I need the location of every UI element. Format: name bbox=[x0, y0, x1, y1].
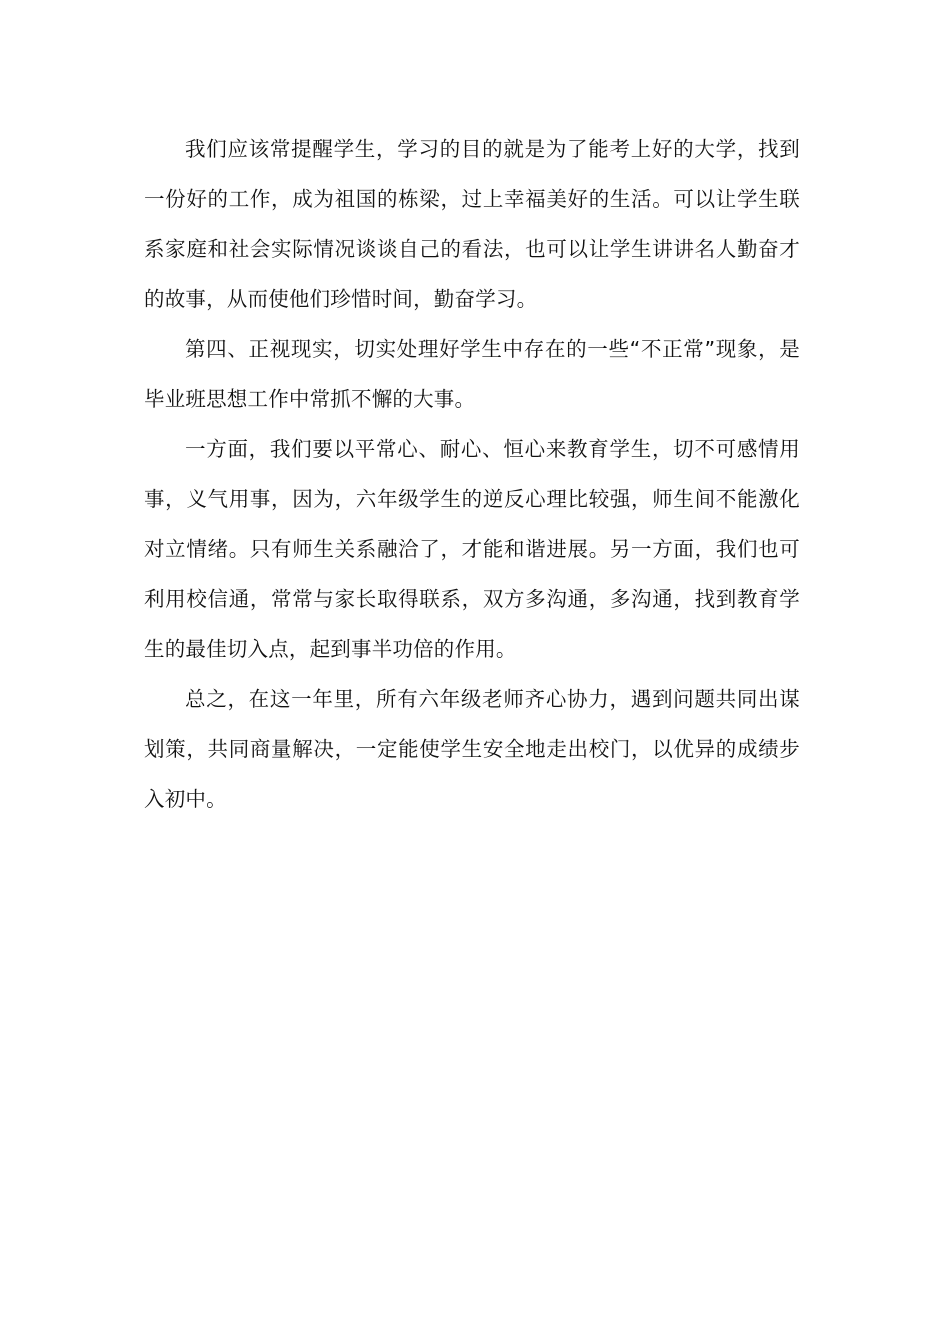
paragraph-1: 我们应该常提醒学生，学习的目的就是为了能考上好的大学，找到一份好的工作，成为祖国的栋梁，过上幸福美好的生活。可以让学生联系家庭和社会实际情况谈谈自己的看法，也可以让学生讲讲名人勤奋才的故事，从而使他们珍惜时间，勤奋学习。 bbox=[144, 137, 800, 311]
paragraph-4: 总之，在这一年里，所有六年级老师齐心协力，遇到问题共同出谋划策，共同商量解决，一定能使学生安全地走出校门，以优异的成绩步入初中。 bbox=[144, 687, 800, 811]
document-body bbox=[144, 124, 800, 824]
paragraph-3: 一方面，我们要以平常心、耐心、恒心来教育学生，切不可感情用事，义气用事，因为，六年级学生的逆反心理比较强，师生间不能激化对立情绪。只有师生关系融洽了，才能和谐进展。另一方面，我们也可利用校信通，常常与家长取得联系，双方多沟通，多沟通，找到教育学生的最佳切入点，起到事半功倍的作用。 bbox=[144, 437, 800, 661]
paragraph-2: 第四、正视现实，切实处理好学生中存在的一些“不正常”现象，是毕业班思想工作中常抓不懈的大事。 bbox=[144, 337, 800, 411]
